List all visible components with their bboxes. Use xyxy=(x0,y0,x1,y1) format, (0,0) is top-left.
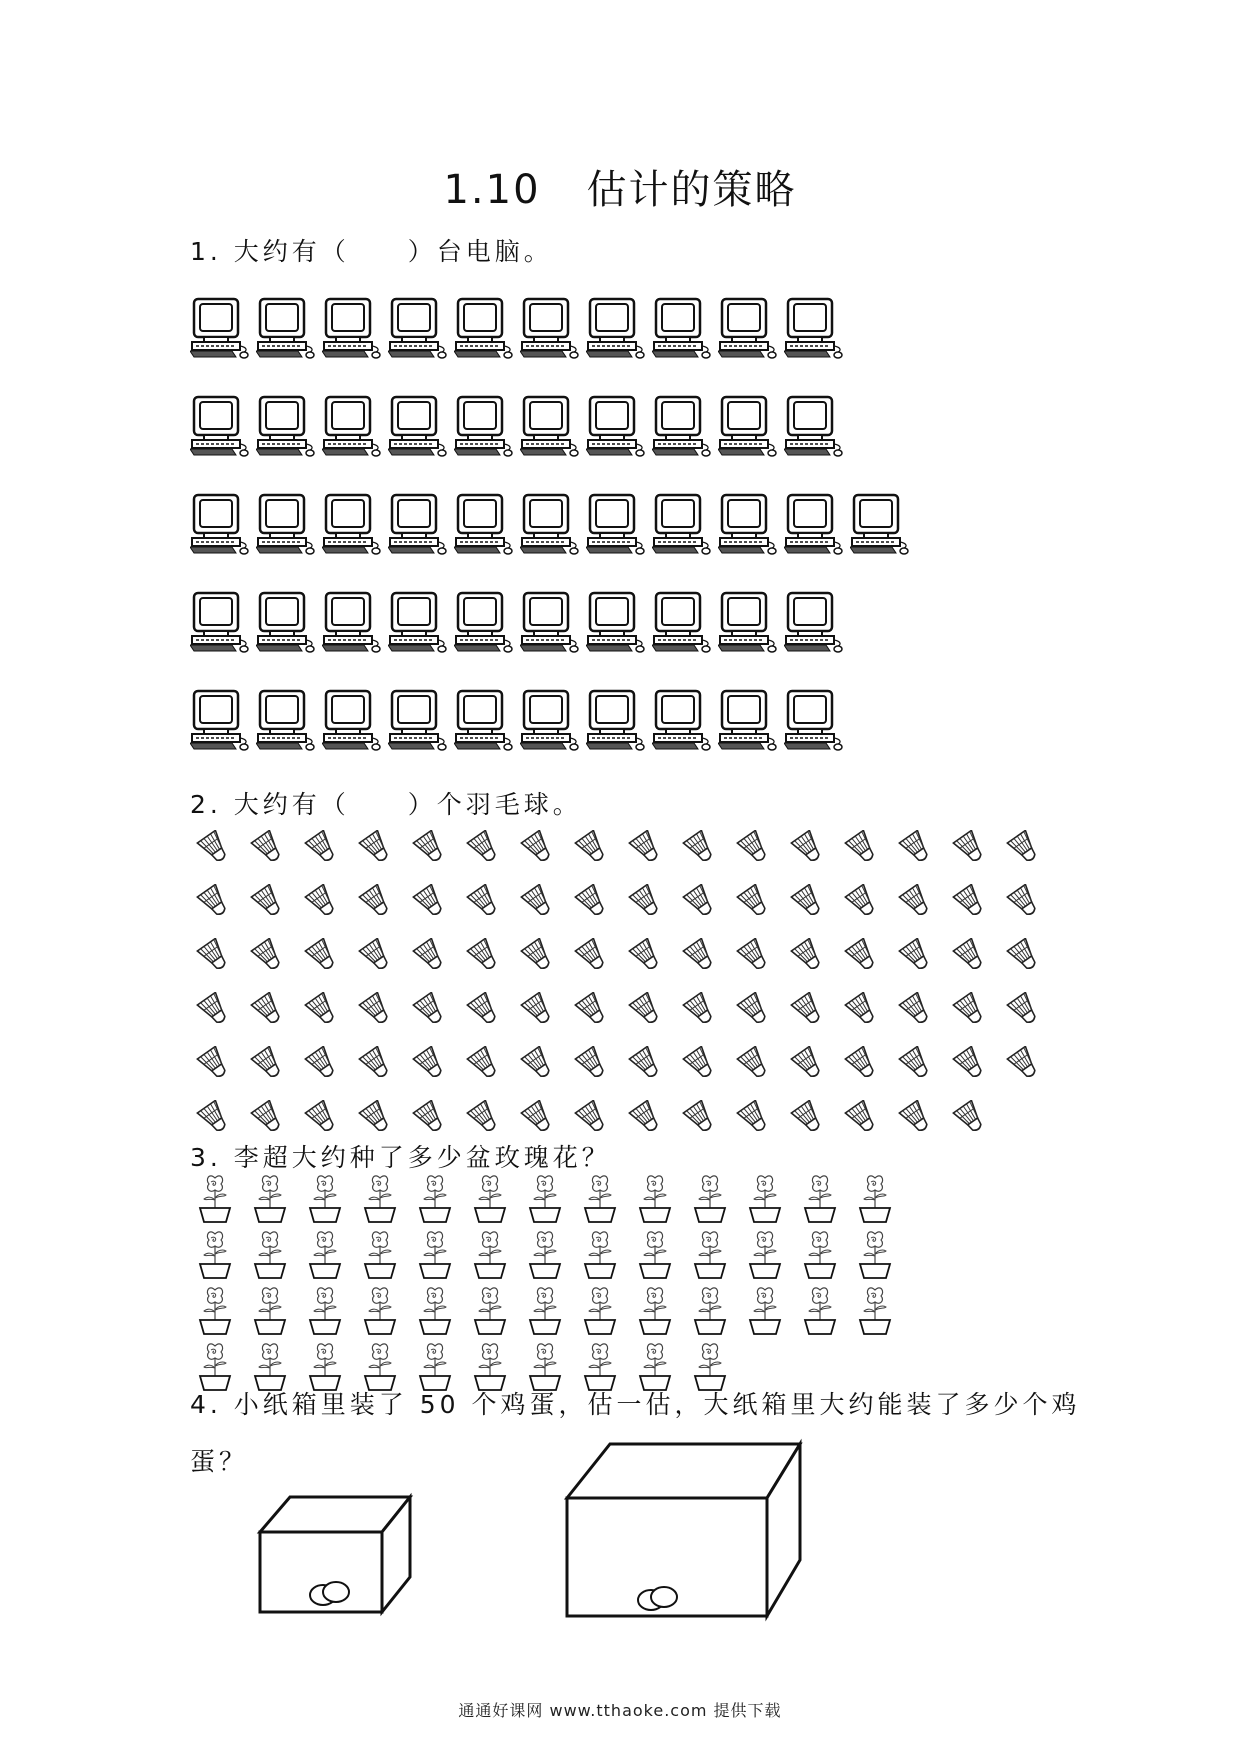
shuttlecock-icon xyxy=(898,938,936,976)
computer-icon xyxy=(454,591,520,653)
potted-rose-icon xyxy=(306,1168,344,1226)
shuttlecock-icon xyxy=(736,1046,774,1084)
potted-rose-icon xyxy=(251,1168,289,1226)
shuttlecock-icon xyxy=(682,992,720,1030)
computer-icon xyxy=(190,297,256,359)
computer-icon xyxy=(322,297,388,359)
potted-rose-icon xyxy=(691,1168,729,1226)
shuttlecock-icon xyxy=(358,884,396,922)
computer-icon-row xyxy=(190,493,916,555)
shuttlecock-icon xyxy=(574,992,612,1030)
shuttlecock-icon xyxy=(574,938,612,976)
potted-rose-icon xyxy=(581,1168,619,1226)
potted-rose-icon xyxy=(526,1168,564,1226)
potted-rose-icon xyxy=(746,1280,784,1338)
shuttlecock-icon xyxy=(1006,830,1044,868)
shuttlecock-icon xyxy=(466,830,504,868)
computer-icon xyxy=(586,493,652,555)
shuttlecock-icon xyxy=(952,1046,990,1084)
computer-icon xyxy=(322,591,388,653)
shuttlecock-icon xyxy=(250,830,288,868)
potted-rose-icon xyxy=(636,1280,674,1338)
shuttlecock-icon xyxy=(250,938,288,976)
computer-icon xyxy=(190,689,256,751)
computer-icon xyxy=(454,395,520,457)
computer-icon xyxy=(256,493,322,555)
shuttlecock-icon xyxy=(304,938,342,976)
potted-rose-icon xyxy=(526,1280,564,1338)
shuttlecock-icon xyxy=(682,830,720,868)
shuttlecock-icon xyxy=(628,830,666,868)
potted-rose-icon xyxy=(581,1224,619,1282)
computer-icon xyxy=(652,297,718,359)
potted-rose-icon xyxy=(691,1280,729,1338)
computer-icon xyxy=(586,297,652,359)
computer-icon-row xyxy=(190,297,850,359)
computer-icon xyxy=(652,395,718,457)
question-1: 1. 大约有（ ）台电脑。 xyxy=(190,237,553,266)
shuttlecock-icon xyxy=(736,884,774,922)
shuttlecock-icon xyxy=(574,830,612,868)
shuttlecock-icon xyxy=(304,884,342,922)
shuttlecock-icon xyxy=(520,830,558,868)
shuttlecock-icon xyxy=(736,938,774,976)
potted-rose-icon xyxy=(251,1280,289,1338)
computer-icon xyxy=(322,395,388,457)
potted-rose-icon xyxy=(746,1224,784,1282)
shuttlecock-icon xyxy=(1006,938,1044,976)
shuttlecock-icon xyxy=(628,1100,666,1138)
shuttlecock-icon xyxy=(844,938,882,976)
potted-rose-icon xyxy=(361,1168,399,1226)
computer-icon xyxy=(520,395,586,457)
shuttlecock-icon xyxy=(844,992,882,1030)
potted-rose-icon xyxy=(801,1280,839,1338)
computer-icon xyxy=(718,297,784,359)
shuttlecock-icon xyxy=(790,830,828,868)
computer-icon xyxy=(190,395,256,457)
computer-icon xyxy=(718,395,784,457)
shuttlecock-icon xyxy=(1006,1046,1044,1084)
shuttlecock-icon xyxy=(304,1046,342,1084)
shuttlecock-icon xyxy=(412,1100,450,1138)
computer-icon xyxy=(388,395,454,457)
shuttlecock-icon xyxy=(466,992,504,1030)
computer-icon xyxy=(388,689,454,751)
shuttlecock-icon xyxy=(898,992,936,1030)
potted-rose-icon xyxy=(856,1280,894,1338)
computer-icon xyxy=(454,689,520,751)
potted-rose-icon xyxy=(196,1280,234,1338)
shuttlecock-icon xyxy=(250,992,288,1030)
computer-icon-row xyxy=(190,591,850,653)
shuttlecock-icon xyxy=(520,992,558,1030)
computer-icon xyxy=(454,297,520,359)
shuttlecock-icon xyxy=(898,830,936,868)
shuttlecock-icon xyxy=(196,830,234,868)
potted-rose-icon xyxy=(361,1280,399,1338)
shuttlecock-icon xyxy=(196,1100,234,1138)
computer-icon xyxy=(256,591,322,653)
shuttlecock-icon xyxy=(844,1046,882,1084)
shuttlecock-icon xyxy=(466,1046,504,1084)
shuttlecock-icon xyxy=(736,830,774,868)
shuttlecock-icon xyxy=(952,1100,990,1138)
computer-icon xyxy=(784,689,850,751)
shuttlecock-icon-row xyxy=(196,1100,1006,1138)
potted-rose-icon xyxy=(691,1224,729,1282)
potted-rose-icon xyxy=(416,1224,454,1282)
shuttlecock-icon xyxy=(520,884,558,922)
computer-icon-row xyxy=(190,395,850,457)
computer-icon-row xyxy=(190,689,850,751)
page-title: 1.10 估计的策略 xyxy=(443,167,797,213)
shuttlecock-icon-row xyxy=(196,1046,1060,1084)
computer-icon xyxy=(388,493,454,555)
potted-rose-icon xyxy=(856,1168,894,1226)
computer-icon xyxy=(784,297,850,359)
potted-rose-icon xyxy=(471,1280,509,1338)
potted-rose-icon xyxy=(251,1224,289,1282)
potted-rose-icon xyxy=(581,1280,619,1338)
shuttlecock-icon xyxy=(844,1100,882,1138)
shuttlecock-icon xyxy=(520,1100,558,1138)
computer-icon xyxy=(190,591,256,653)
shuttlecock-icon xyxy=(898,1100,936,1138)
shuttlecock-icon xyxy=(574,1100,612,1138)
computer-icon xyxy=(718,591,784,653)
shuttlecock-icon xyxy=(358,1046,396,1084)
shuttlecock-icon xyxy=(682,1046,720,1084)
computer-icon xyxy=(322,689,388,751)
question-4-line-1: 4. 小纸箱里装了 50 个鸡蛋，估一估，大纸箱里大约能装了多少个鸡 xyxy=(190,1390,1081,1419)
potted-rose-icon xyxy=(416,1168,454,1226)
computer-icon xyxy=(520,591,586,653)
question-2: 2. 大约有（ ）个羽毛球。 xyxy=(190,790,582,819)
shuttlecock-icon-row xyxy=(196,938,1060,976)
shuttlecock-icon xyxy=(682,1100,720,1138)
shuttlecock-icon xyxy=(250,884,288,922)
shuttlecock-icon xyxy=(250,1100,288,1138)
potted-rose-icon xyxy=(801,1168,839,1226)
shuttlecock-icon xyxy=(790,1046,828,1084)
shuttlecock-icon xyxy=(952,830,990,868)
shuttlecock-icon xyxy=(628,1046,666,1084)
shuttlecock-icon xyxy=(628,992,666,1030)
computer-icon xyxy=(190,493,256,555)
small-box-icon xyxy=(250,1485,450,1625)
shuttlecock-icon xyxy=(736,1100,774,1138)
shuttlecock-icon-row xyxy=(196,884,1060,922)
shuttlecock-icon xyxy=(844,884,882,922)
computer-icon xyxy=(256,395,322,457)
shuttlecock-icon xyxy=(898,884,936,922)
shuttlecock-icon xyxy=(196,938,234,976)
shuttlecock-icon xyxy=(304,1100,342,1138)
potted-rose-icon xyxy=(471,1224,509,1282)
potted-rose-icon xyxy=(196,1168,234,1226)
potted-rose-icon xyxy=(801,1224,839,1282)
computer-icon xyxy=(520,689,586,751)
shuttlecock-icon xyxy=(304,830,342,868)
question-3: 3. 李超大约种了多少盆玫瑰花？ xyxy=(190,1143,611,1172)
computer-icon xyxy=(652,689,718,751)
computer-icon xyxy=(520,297,586,359)
computer-icon xyxy=(784,591,850,653)
shuttlecock-icon xyxy=(952,992,990,1030)
computer-icon xyxy=(322,493,388,555)
shuttlecock-icon xyxy=(196,884,234,922)
computer-icon xyxy=(256,297,322,359)
potted-rose-icon xyxy=(636,1224,674,1282)
shuttlecock-icon xyxy=(412,830,450,868)
shuttlecock-icon xyxy=(682,884,720,922)
shuttlecock-icon xyxy=(304,992,342,1030)
shuttlecock-icon xyxy=(412,884,450,922)
computer-icon xyxy=(586,689,652,751)
shuttlecock-icon xyxy=(628,884,666,922)
shuttlecock-icon xyxy=(1006,992,1044,1030)
shuttlecock-icon xyxy=(466,884,504,922)
shuttlecock-icon xyxy=(358,938,396,976)
computer-icon xyxy=(520,493,586,555)
shuttlecock-icon xyxy=(412,938,450,976)
shuttlecock-icon xyxy=(952,938,990,976)
shuttlecock-icon xyxy=(790,938,828,976)
potted-rose-icon xyxy=(856,1224,894,1282)
computer-icon xyxy=(454,493,520,555)
computer-icon xyxy=(718,689,784,751)
computer-icon xyxy=(850,493,916,555)
potted-rose-icon-row xyxy=(196,1168,911,1226)
computer-icon xyxy=(256,689,322,751)
question-4-line-2: 蛋？ xyxy=(190,1447,249,1476)
potted-rose-icon xyxy=(361,1224,399,1282)
shuttlecock-icon xyxy=(358,1100,396,1138)
computer-icon xyxy=(388,591,454,653)
shuttlecock-icon xyxy=(412,1046,450,1084)
shuttlecock-icon xyxy=(736,992,774,1030)
shuttlecock-icon xyxy=(574,1046,612,1084)
computer-icon xyxy=(652,591,718,653)
computer-icon xyxy=(586,591,652,653)
shuttlecock-icon xyxy=(844,830,882,868)
potted-rose-icon-row xyxy=(196,1280,911,1338)
shuttlecock-icon xyxy=(358,992,396,1030)
shuttlecock-icon xyxy=(790,1100,828,1138)
shuttlecock-icon xyxy=(520,1046,558,1084)
potted-rose-icon xyxy=(746,1168,784,1226)
potted-rose-icon xyxy=(636,1168,674,1226)
computer-icon xyxy=(652,493,718,555)
shuttlecock-icon xyxy=(466,938,504,976)
computer-icon xyxy=(586,395,652,457)
shuttlecock-icon-row xyxy=(196,830,1060,868)
computer-icon xyxy=(388,297,454,359)
large-box-icon xyxy=(555,1430,815,1630)
shuttlecock-icon xyxy=(898,1046,936,1084)
shuttlecock-icon xyxy=(412,992,450,1030)
shuttlecock-icon-row xyxy=(196,992,1060,1030)
footer-credit: 通通好课网 www.tthaoke.com 提供下载 xyxy=(458,1701,782,1720)
shuttlecock-icon xyxy=(466,1100,504,1138)
shuttlecock-icon xyxy=(250,1046,288,1084)
computer-icon xyxy=(784,493,850,555)
potted-rose-icon xyxy=(196,1224,234,1282)
shuttlecock-icon xyxy=(358,830,396,868)
shuttlecock-icon xyxy=(574,884,612,922)
shuttlecock-icon xyxy=(196,992,234,1030)
shuttlecock-icon xyxy=(790,992,828,1030)
shuttlecock-icon xyxy=(196,1046,234,1084)
shuttlecock-icon xyxy=(790,884,828,922)
shuttlecock-icon xyxy=(520,938,558,976)
potted-rose-icon-row xyxy=(196,1224,911,1282)
computer-icon xyxy=(718,493,784,555)
potted-rose-icon xyxy=(471,1168,509,1226)
potted-rose-icon xyxy=(306,1280,344,1338)
shuttlecock-icon xyxy=(628,938,666,976)
shuttlecock-icon xyxy=(952,884,990,922)
potted-rose-icon xyxy=(306,1224,344,1282)
potted-rose-icon xyxy=(416,1280,454,1338)
shuttlecock-icon xyxy=(1006,884,1044,922)
computer-icon xyxy=(784,395,850,457)
potted-rose-icon xyxy=(526,1224,564,1282)
shuttlecock-icon xyxy=(682,938,720,976)
